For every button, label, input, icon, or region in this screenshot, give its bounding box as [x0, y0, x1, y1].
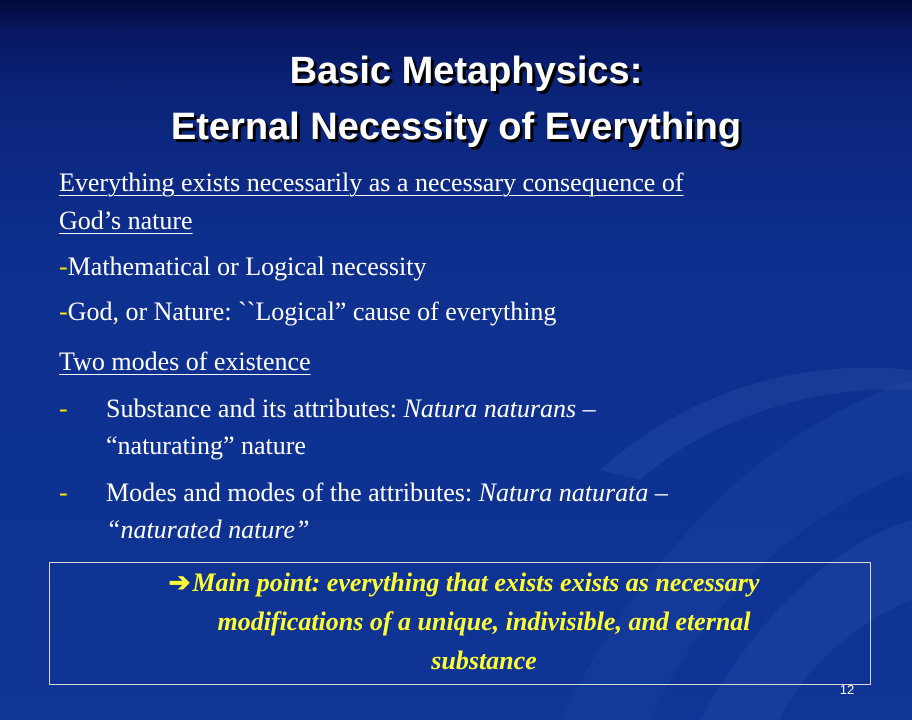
main-point-line2: modifications of a unique, indivisible, and eternal: [217, 607, 751, 636]
bullet-dash: -: [59, 478, 68, 507]
bullet-text: Substance and its attributes:: [106, 394, 404, 423]
bullet-latin-term: Natura naturata: [478, 478, 649, 507]
main-point-text: Main point: everything that exists exists as necessary: [192, 568, 760, 597]
heading-two-modes: Two modes of existence: [59, 347, 311, 376]
bullet-latin-term: Natura naturans: [403, 394, 577, 423]
bullet-dash-tail: –: [648, 478, 668, 507]
list-item-text: Mathematical or Logical necessity: [67, 252, 427, 281]
heading-everything-line2: God’s nature: [59, 206, 193, 235]
dash-marker: -: [59, 297, 68, 326]
bullet-dash: -: [59, 394, 68, 423]
main-point-line3: substance: [431, 646, 537, 675]
bullet-modes-line2: “naturated nature”: [106, 515, 310, 544]
bullet-dash-tail: –: [576, 394, 596, 423]
slide-title-line2: Eternal Necessity of Everything: [170, 106, 742, 148]
heading-everything-line1: Everything exists necessarily as a necessary consequence of: [59, 168, 684, 197]
list-item-god-or-nature: [59, 297, 556, 327]
list-item-text: God, or Nature: ``Logical” cause of everything: [67, 297, 557, 326]
bullet-modes-line1: [106, 478, 668, 508]
page-number: 12: [839, 682, 855, 697]
list-item-mathematical: [59, 252, 426, 282]
main-point-line1: [8, 568, 912, 598]
dash-marker: -: [59, 252, 68, 281]
right-arrow-icon: ➔: [168, 568, 191, 597]
bullet-text: Modes and modes of the attributes:: [106, 478, 479, 507]
bullet-substance-line2: “naturating” nature: [106, 431, 306, 460]
slide-title-line1: Basic Metaphysics:: [289, 50, 643, 92]
bullet-substance-line1: [106, 394, 596, 424]
